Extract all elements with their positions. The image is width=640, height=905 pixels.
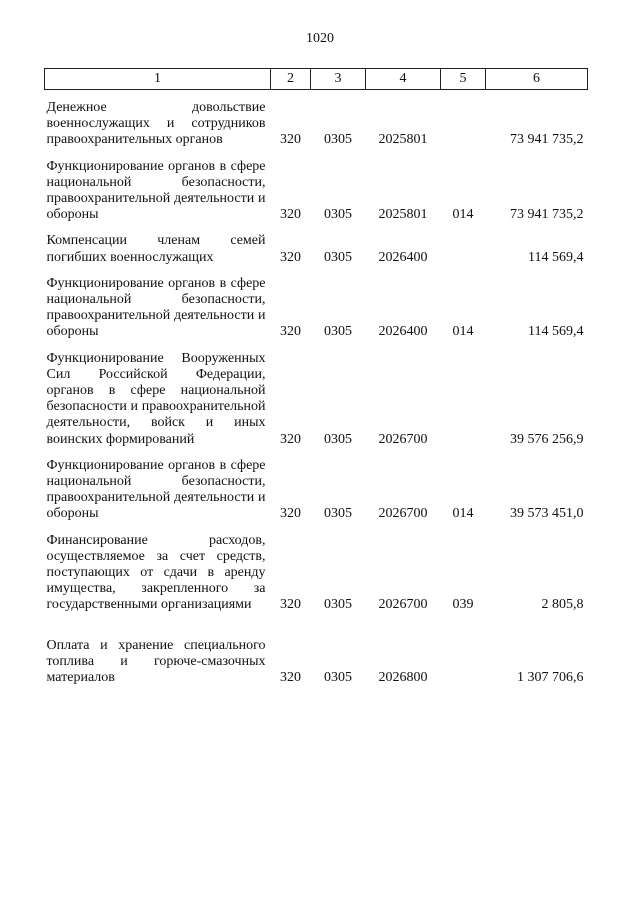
code-col-3: 0305 [324,670,352,686]
item-name: Финансирование расходов, осуществляемое за счет средств, поступающих от сдачи в аренду имущества, закрепленного за государственными организациями [46,532,266,613]
code-col-4: 2025801 [378,207,428,223]
amount: 73 941 735,2 [510,207,584,223]
header-col-2: 2 [271,69,311,90]
table-row [45,351,588,458]
code-col-3: 0305 [324,506,352,522]
code-col-2: 320 [280,207,301,223]
code-col-5: 039 [452,597,474,613]
item-name: Компенсации членам семей погибших военнослужащих [46,233,266,265]
item-name: Функционирование Вооруженных Сил Российской Федерации, органов в сфере национальной безопасности и правоохранительной деятельности, войск и иных воинских формирований [46,350,266,447]
header-col-6: 6 [486,69,588,90]
table-header [45,69,588,90]
page-number: 1020 [306,31,334,46]
code-col-5: 014 [452,207,474,223]
table-row [45,90,588,159]
item-name: Оплата и хранение специального топлива и горюче-смазочных материалов [46,637,266,686]
code-col-5 [441,624,486,687]
table-row [45,276,588,351]
amount: 114 569,4 [528,249,584,265]
code-col-5 [441,233,486,275]
item-name: Денежное довольствие военнослужащих и сотрудников правоохранительных органов [46,100,266,148]
header-col-3: 3 [311,69,366,90]
amount: 73 941 735,2 [510,132,584,148]
table-row [45,624,588,687]
code-col-4: 2026700 [378,506,428,522]
code-col-3: 0305 [324,597,352,613]
table-row [45,458,588,533]
code-col-4: 2026400 [378,249,428,265]
code-col-2: 320 [280,324,301,340]
table-body [45,90,588,687]
item-name: Функционирование органов в сфере национальной безопасности, правоохранительной деятельности и обороны [46,158,266,223]
code-col-3: 0305 [324,207,352,223]
code-col-3: 0305 [324,431,352,447]
amount: 114 569,4 [528,324,584,340]
code-col-5: 014 [452,324,474,340]
table-row [45,159,588,234]
code-col-2: 320 [280,249,301,265]
code-col-3: 0305 [324,324,352,340]
code-col-5: 014 [452,506,474,522]
code-col-5 [441,90,486,159]
code-col-2: 320 [280,670,301,686]
code-col-4: 2026700 [378,431,428,447]
code-col-2: 320 [280,132,301,148]
code-col-4: 2026700 [378,597,428,613]
header-row [45,69,588,90]
table-row [45,533,588,624]
code-col-2: 320 [280,597,301,613]
code-col-4: 2026400 [378,324,428,340]
amount: 1 307 706,6 [517,670,584,686]
amount: 39 573 451,0 [510,506,584,522]
amount: 39 576 256,9 [510,431,584,447]
header-col-5: 5 [441,69,486,90]
code-col-5 [441,351,486,458]
item-name: Функционирование органов в сфере национальной безопасности, правоохранительной деятельности и обороны [46,457,266,522]
code-col-4: 2026800 [378,670,428,686]
code-col-2: 320 [280,431,301,447]
header-col-4: 4 [366,69,441,90]
code-col-3: 0305 [324,249,352,265]
code-col-4: 2025801 [378,132,428,148]
table-row [45,233,588,275]
item-name: Функционирование органов в сфере национальной безопасности, правоохранительной деятельности и обороны [46,275,266,340]
amount: 2 805,8 [541,597,584,613]
header-col-1: 1 [45,69,271,90]
code-col-3: 0305 [324,132,352,148]
code-col-2: 320 [280,506,301,522]
budget-table [44,68,588,686]
